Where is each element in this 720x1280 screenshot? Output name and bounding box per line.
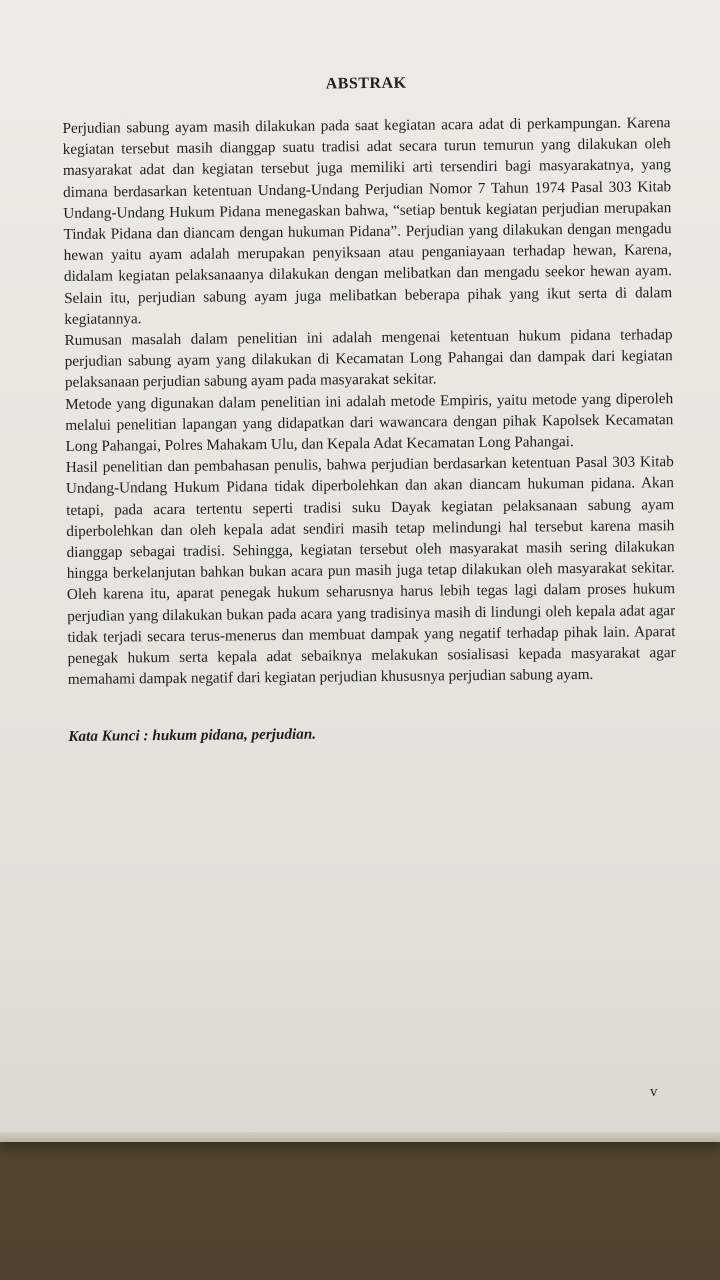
keywords-line: Kata Kunci : hukum pidana, perjudian. — [68, 726, 317, 746]
abstract-paragraph-4: Hasil penelitian dan pembahasan penulis, bahwa perjudian berdasarkan ketentuan Pasal 303 Kitab Undang-Undang Hukum Pidana tidak diperbolehkan dan akan diancam hukuman pidana. Akan tetapi, pada acara tertentu seperti tradisi suku Dayak kegiatan pelaksanaan sabung ayam diperbolehkan dan oleh kepala adat sendiri masih tetap melindungi hal tersebut karena masih dianggap sebagai tradisi. Sehingga, kegiatan tersebut oleh masyarakat masih sering dilakukan hingga berkelanjutan bahkan bukan acara pun masih juga tetap dilakukan oleh masyarakat sekitar. Oleh karena itu, aparat penegak hukum seharusnya harus lebih tegas lagi dalam proses hukum perjudian yang dilakukan bukan pada acara yang tradisinya masih di lindungi oleh kepala adat agar tidak terjadi secara terus-menerus dan membuat dampak yang negatif terhadap pihak lain. Aparat penegak hukum serta kepala adat sebaiknya melakukan sosialisasi kepada masyarakat agar memahami dampak negatif dari kegiatan perjudian khususnya perjudian sabung ayam. — [65, 453, 676, 689]
page-number: v — [650, 1084, 658, 1100]
abstract-paragraph-1: Perjudian sabung ayam masih dilakukan pada saat kegiatan acara adat di perkampungan. Karena kegiatan tersebut masih dianggap suatu tradisi adat secara turun temurun yang dilakukan oleh masyarakat adat dan kegiatan tersebut juga memiliki arti tersendiri bagi masyarakatnya, yang dimana berdasarkan ketentuan Undang-Undang Perjudian Nomor 7 Tahun 1974 Pasal 303 Kitab Undang-Undang Hukum Pidana menegaskan bahwa, “setiap bentuk kegiatan perjudian merupakan Tindak Pidana dan diancam dengan hukuman Pidana”. Perjudian yang dilakukan dengan mengadu hewan yaitu ayam adalah merupakan penyiksaan atau penganiayaan terhadap hewan, Karena, didalam kegiatan pelaksanaanya dilakukan dengan melibatkan dan mengadu seekor hewan ayam. Selain itu, perjudian sabung ayam juga melibatkan beberapa pihak yang ikut serta di dalam kegiatannya. — [62, 114, 673, 328]
paper-edge — [0, 1132, 720, 1142]
abstract-content — [62, 68, 676, 746]
abstract-paragraph-3: Metode yang digunakan dalam penelitian ini adalah metode Empiris, yaitu metode yang diperoleh melalui penelitian lapangan yang didapatkan dari wawancara dengan pihak Kapolsek Kecamatan Long Pahangai, Polres Mahakam Ulu, dan Kepala Adat Kecamatan Long Pahangai. — [65, 389, 674, 456]
abstract-title: ABSTRAK — [325, 74, 407, 93]
abstract-paragraph-2: Rumusan masalah dalam penelitian ini adalah mengenai ketentuan hukum pidana terhadap perjudian sabung ayam yang dilakukan di Kecamatan Long Pahangai dan dampak dari kegiatan pelaksanaan perjudian sabung ayam pada masyarakat sekitar. — [64, 326, 673, 392]
